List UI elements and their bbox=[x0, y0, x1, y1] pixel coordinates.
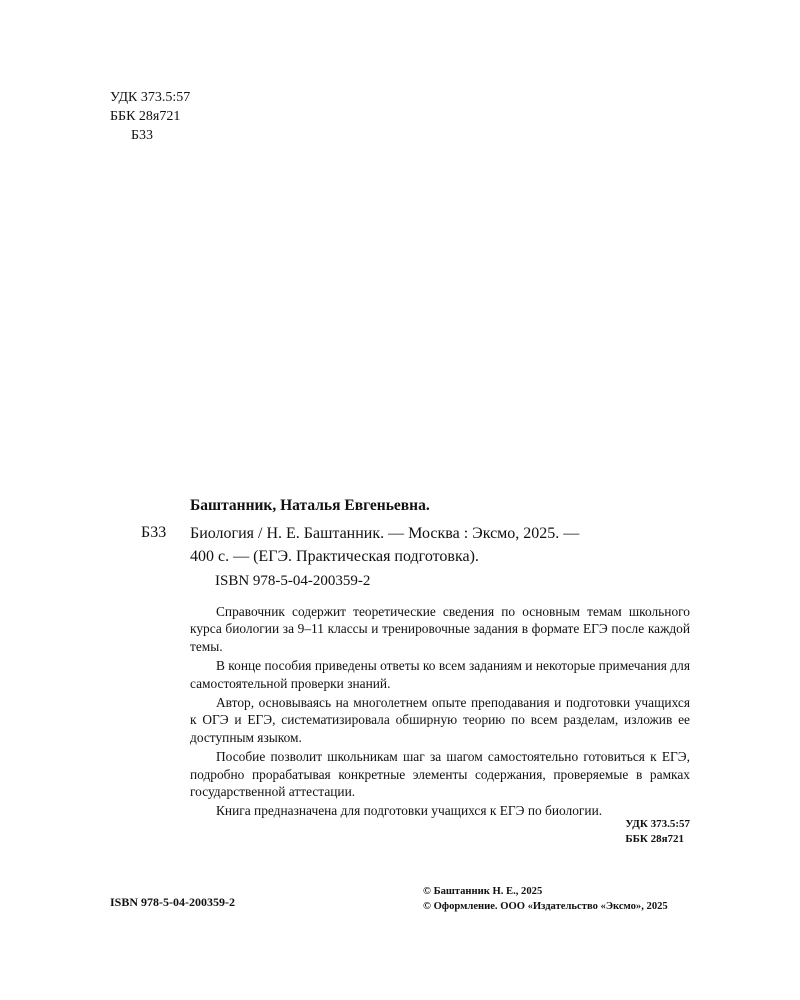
annotation-paragraph: Справочник содержит теоретические сведения по основным темам школьного курса биологии за 9–11 классы и тренировочные задания в формате ЕГЭ после каждой темы. bbox=[190, 604, 690, 654]
annotation-paragraph: Автор, основываясь на многолетнем опыте преподавания и подготовки учащихся к ОГЭ и ЕГЭ, систематизировала обширную теорию по всем разделам, изложив ее доступным языком. bbox=[190, 695, 690, 745]
copyright-design: © Оформление. ООО «Издательство «Эксмо», 2025 bbox=[423, 901, 668, 912]
footer-isbn: ISBN 978-5-04-200359-2 bbox=[110, 895, 235, 909]
classification-bbk: ББК 28я721 bbox=[625, 833, 685, 845]
copyright-block bbox=[423, 884, 668, 914]
classification-udk: УДК 373.5:57 bbox=[625, 818, 690, 830]
annotation-paragraph: Пособие позволит школьникам шаг за шагом самостоятельно готовиться к ЕГЭ, подробно прорабатывая конкретные элементы содержания, проверяемые в рамках государственной аттестации. bbox=[190, 749, 690, 800]
udk-code: УДК 373.5:57 bbox=[110, 90, 191, 105]
classification-codes bbox=[625, 817, 690, 847]
catalog-isbn: ISBN 978-5-04-200359-2 bbox=[215, 573, 371, 589]
annotation bbox=[190, 603, 690, 822]
catalog-author-mark: Б33 bbox=[141, 524, 167, 541]
copyright-author: © Баштанник Н. Е., 2025 bbox=[423, 886, 543, 897]
catalog-title-line-1: Биология / Н. Е. Баштанник. — Москва : Эксмо, 2025. — bbox=[190, 525, 580, 542]
annotation-paragraph: В конце пособия приведены ответы ко всем заданиям и некоторые примечания для самостоятельной проверки знаний. bbox=[190, 658, 690, 691]
author-mark: Б33 bbox=[131, 128, 154, 143]
catalog-title-line-2: 400 с. — (ЕГЭ. Практическая подготовка). bbox=[190, 548, 479, 565]
catalog-author: Баштанник, Наталья Евгеньевна. bbox=[190, 497, 430, 514]
annotation-paragraph: Книга предназначена для подготовки учащихся к ЕГЭ по биологии. bbox=[216, 803, 603, 819]
bbk-code: ББК 28я721 bbox=[110, 109, 181, 124]
